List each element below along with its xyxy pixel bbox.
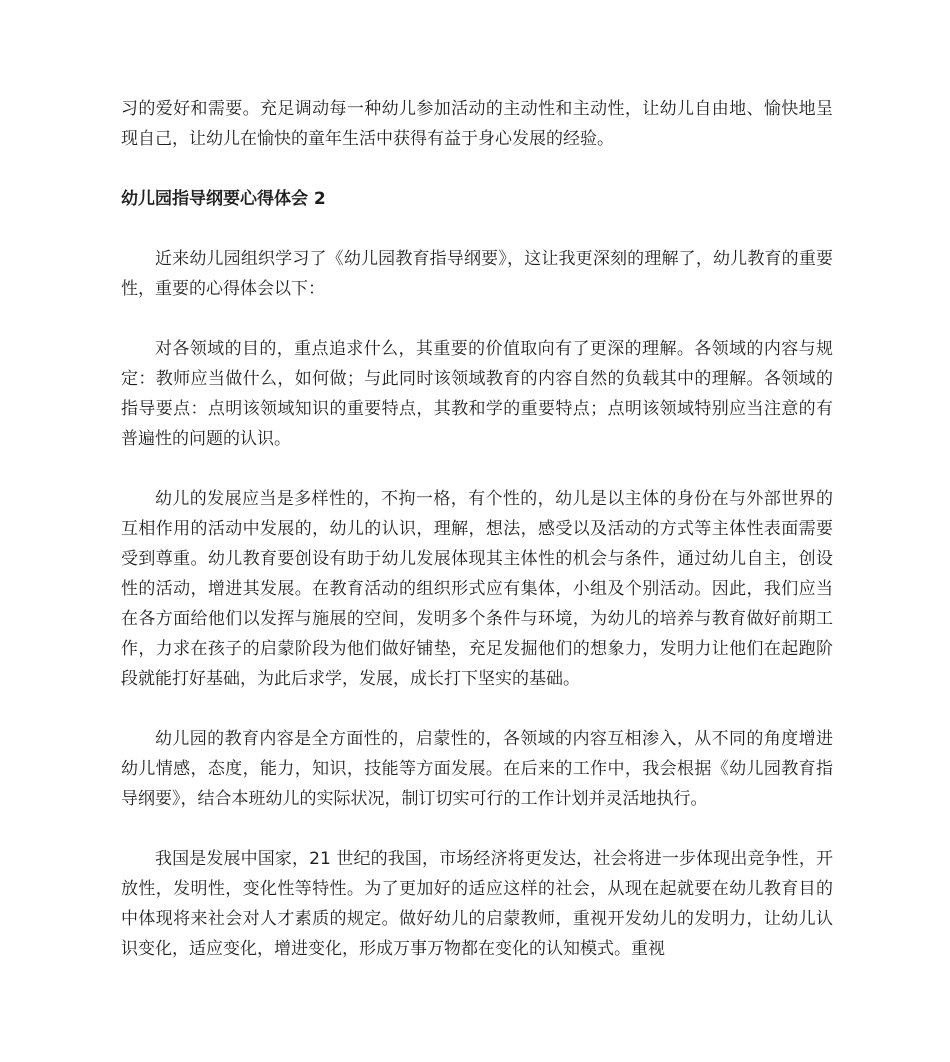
- section-heading: 幼儿园指导纲要心得体会 2: [121, 189, 326, 209]
- body-paragraph-3: 幼儿的发展应当是多样性的，不拘一格，有个性的，幼儿是以主体的身份在与外部世界的互相作用的活动中发展的，幼儿的认识，理解，想法，感受以及活动的方式等主体性表面需要受到尊重。幼儿教育要创设有助于幼儿发展体现其主体性的机会与条件，通过幼儿自主，创设性的活动，增进其发展。在教育活动的组织形式应有集体，小组及个别活动。因此，我们应当在各方面给他们以发挥与施展的空间，发明多个条件与环境，为幼儿的培养与教育做好前期工作，力求在孩子的启蒙阶段为他们做好铺垫，充足发掘他们的想象力，发明力让他们在起跑阶段就能打好基础，为此后求学，发展，成长打下坚实的基础。: [121, 489, 833, 689]
- document-body: [121, 94, 833, 964]
- body-paragraph-5: 我国是发展中国家，21 世纪的我国，市场经济将更发达，社会将进一步体现出竞争性，开放性，发明性，变化性等特性。为了更加好的适应这样的社会，从现在起就要在幼儿教育目的中体现将来社会对人才素质的规定。做好幼儿的启蒙教师，重视开发幼儿的发明力，让幼儿认识变化，适应变化，增进变化，形成万事万物都在变化的认知模式。重视: [121, 849, 833, 959]
- body-paragraph-2: 对各领域的目的，重点追求什么，其重要的价值取向有了更深的理解。各领域的内容与规定：教师应当做什么，如何做；与此同时该领域教育的内容自然的负载其中的理解。各领域的指导要点：点明该领域知识的重要特点，其教和学的重要特点；点明该领域特别应当注意的有普遍性的问题的认识。: [121, 339, 833, 449]
- continuation-paragraph: 习的爱好和需要。充足调动每一种幼儿参加活动的主动性和主动性，让幼儿自由地、愉快地呈现自己，让幼儿在愉快的童年生活中获得有益于身心发展的经验。: [121, 99, 833, 149]
- body-paragraph-4: 幼儿园的教育内容是全方面性的，启蒙性的，各领域的内容互相渗入，从不同的角度增进幼儿情感，态度，能力，知识，技能等方面发展。在后来的工作中，我会根据《幼儿园教育指导纲要》，结合本班幼儿的实际状况，制订切实可行的工作计划并灵活地执行。: [121, 729, 833, 809]
- body-paragraph-1: 近来幼儿园组织学习了《幼儿园教育指导纲要》，这让我更深刻的理解了，幼儿教育的重要性，重要的心得体会以下：: [121, 249, 833, 299]
